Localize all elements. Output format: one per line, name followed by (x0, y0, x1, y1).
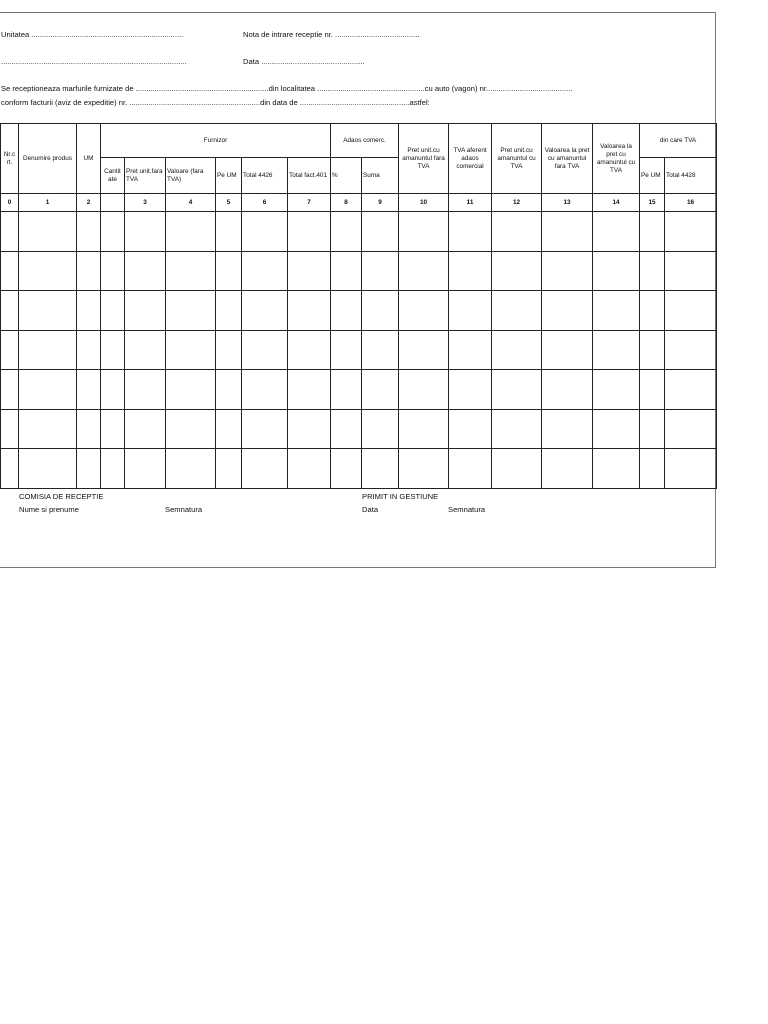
header-um: UM (77, 124, 101, 194)
header-total-4428: Total 4428 (665, 158, 717, 194)
col-number: 11 (449, 194, 492, 212)
header-procent: % (331, 158, 362, 194)
col-number: 0 (1, 194, 19, 212)
furnizor-line: Se receptioneaza marfurile furnizate de ...............................................................din localitatea ...................................................cu auto (vagon) nr......................................... (1, 84, 573, 93)
col-number: 8 (331, 194, 362, 212)
col-number: 10 (399, 194, 449, 212)
col-number: 5 (216, 194, 242, 212)
col-number: 9 (362, 194, 399, 212)
header-din-care-tva: din care TVA (640, 124, 717, 158)
data-gestiune-label: Data (362, 505, 379, 514)
header-valoare-fara: Valoarea la pret cu amanuntul fara TVA (542, 124, 593, 194)
header-suma: Suma (362, 158, 399, 194)
col-number: 2 (77, 194, 101, 212)
header-furnizor: Furnizor (101, 124, 331, 158)
data-field: Data ................................................. (243, 57, 365, 66)
table-row (1, 449, 717, 489)
col-number: 4 (166, 194, 216, 212)
items-table (0, 123, 717, 489)
header-valoare: Valoare (fara TVA) (166, 158, 216, 194)
header-pe-um-tva: Pe UM (640, 158, 665, 194)
col-number: 14 (593, 194, 640, 212)
semnatura-gestiune-label: Semnatura (448, 505, 486, 514)
header-total-4426: Total 4426 (242, 158, 288, 194)
col-number (101, 194, 125, 212)
blank-strip (0, 541, 716, 569)
table-row (1, 409, 717, 449)
table-row (1, 251, 717, 291)
nume-prenume-label: Nume si prenume (19, 505, 79, 514)
col-number: 6 (242, 194, 288, 212)
col-number: 12 (492, 194, 542, 212)
col-number: 7 (288, 194, 331, 212)
receipt-form (0, 12, 716, 568)
semnatura-comisie-label: Semnatura (165, 505, 203, 514)
unitatea-continuation: ........................................................................................ (1, 57, 187, 66)
table-row (1, 330, 717, 370)
table-row (1, 291, 717, 331)
header-cantitate: Cantit ate (101, 158, 125, 194)
header-adaos: Adaos comerc. (331, 124, 399, 158)
col-number: 3 (125, 194, 166, 212)
col-number: 13 (542, 194, 593, 212)
unitatea-field: Unitatea ........................................................................ (1, 30, 184, 39)
col-number: 1 (19, 194, 77, 212)
header-pret-fara: Pret unit.fara TVA (125, 158, 166, 194)
header-nrcrt: Nr.c rt. (1, 124, 19, 194)
header-pret-amanunt-cu: Pret unit.cu amanuntul cu TVA (492, 124, 542, 194)
header-tva-adaos: TVA aferent adaos comercial (449, 124, 492, 194)
table-row (1, 370, 717, 410)
header-pret-amanunt-fara: Pret unit.cu amanuntul fara TVA (399, 124, 449, 194)
comisia-label: COMISIA DE RECEPTIE (19, 492, 104, 501)
header-pe-um: Pe UM (216, 158, 242, 194)
col-number: 15 (640, 194, 665, 212)
table-row (1, 212, 717, 252)
column-number-row (1, 194, 717, 212)
nota-intrare-field: Nota de intrare receptie nr. ........................................ (243, 30, 420, 39)
header-valoare-cu: Valoarea la pret cu amanuntul cu TVA (593, 124, 640, 194)
header-denumire: Denumire produs (19, 124, 77, 194)
factura-line: conform facturii (aviz de expeditie) nr. ..............................................................din data de ....................................................astfel: (1, 98, 430, 107)
header-total-401: Total fact.401 (288, 158, 331, 194)
col-number: 16 (665, 194, 717, 212)
primit-gestiune-label: PRIMIT IN GESTIUNE (362, 492, 439, 501)
